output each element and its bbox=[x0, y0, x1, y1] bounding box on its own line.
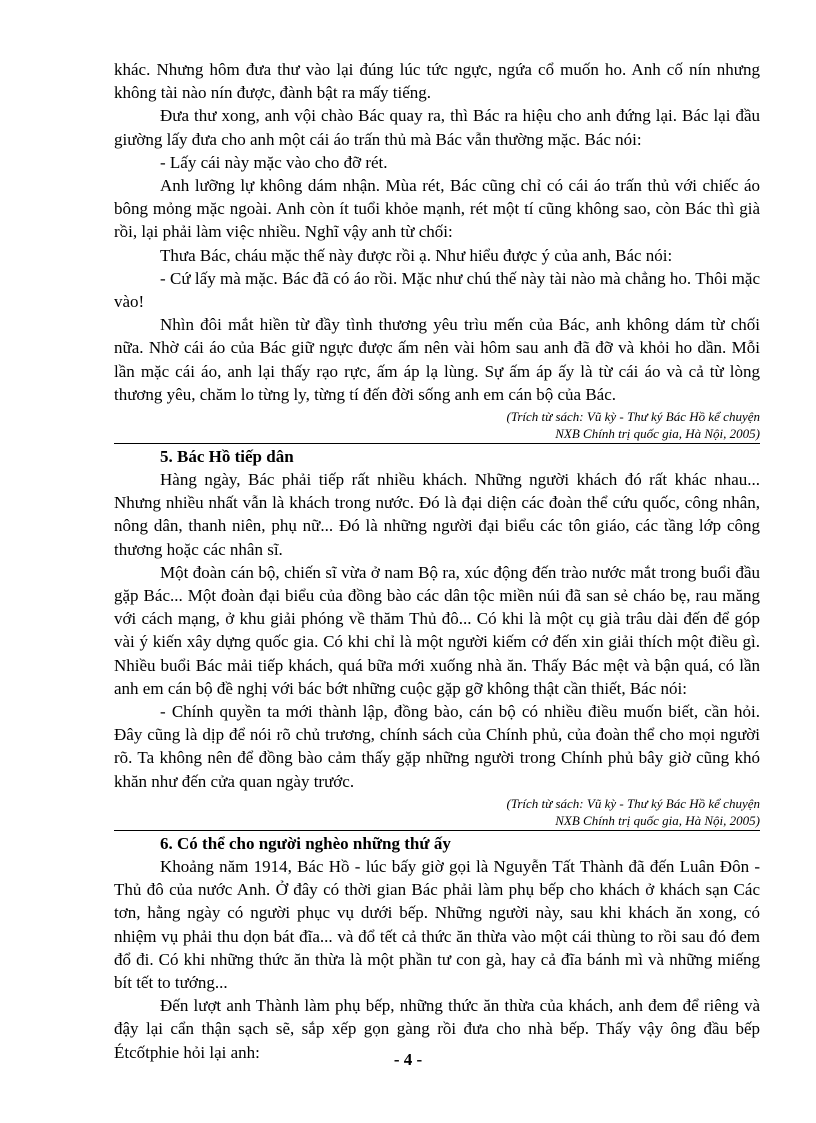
source-citation bbox=[114, 795, 760, 829]
source-line-1: (Trích từ sách: Vũ kỳ - Thư ký Bác Hồ kể chuyện bbox=[506, 409, 760, 425]
source-line-2: NXB Chính trị quốc gia, Hà Nội, 2005) bbox=[555, 426, 760, 442]
paragraph: khác. Nhưng hôm đưa thư vào lại đúng lúc tức ngực, ngứa cổ muốn ho. Anh cố nín nhưng không tài nào nín được, đành bật ra mấy tiếng. bbox=[114, 60, 760, 103]
quote-line: - Cứ lấy mà mặc. Bác đã có áo rồi. Mặc như chú thế này tài nào mà chẳng ho. Thôi mặc vào! bbox=[114, 268, 760, 312]
story-title: 6. Có thể cho người nghèo những thứ ấy bbox=[160, 833, 451, 853]
paragraph: Đến lượt anh Thành làm phụ bếp, những thức ăn thừa của khách, anh đem để riêng và đậy lại cẩn thận sạch sẽ, sắp xếp gọn gàng rồi đưa cho nhà bếp. Thấy vậy ông đầu bếp Étcốtphie hỏi lại anh: bbox=[114, 996, 760, 1062]
quote-line: - Chính quyền ta mới thành lập, đồng bào, cán bộ có nhiều điều muốn biết, cần hỏi. Đây cũng là dịp để nói rõ chủ trương, chính sách của Chính phủ, của đoàn thể cho mọi người rõ. Ta không nên để đồng bào cảm thấy gặp những người trong Chính phủ bây giờ cũng khó khăn như đến cửa quan ngày trước. bbox=[114, 702, 760, 791]
story-6 bbox=[114, 832, 760, 1064]
paragraph: Nhìn đôi mắt hiền từ đầy tình thương yêu trìu mến của Bác, anh không dám từ chối nữa. Nhờ cái áo của Bác giữ ngực được ấm nên vài hôm sau anh đã đỡ và khỏi ho dần. Mỗi lần mặc cái áo, anh lại thấy rạo rực, ấm áp lạ lùng. Sự ấm áp ấy là từ cái áo và cả từ lòng thương yêu, chăm lo từng ly, từng tí đến đời sống anh em cán bộ của Bác. bbox=[114, 315, 760, 404]
paragraph: Đưa thư xong, anh vội chào Bác quay ra, thì Bác ra hiệu cho anh đứng lại. Bác lại đầu giường lấy đưa cho anh một cái áo trấn thủ mà Bác vẫn thường mặc. Bác nói: bbox=[114, 106, 760, 149]
story-4-continued bbox=[114, 58, 760, 442]
paragraph: Thưa Bác, cháu mặc thế này được rồi ạ. Như hiểu được ý của anh, Bác nói: bbox=[160, 245, 673, 265]
story-5 bbox=[114, 445, 760, 829]
paragraph: Khoảng năm 1914, Bác Hồ - lúc bấy giờ gọi là Nguyễn Tất Thành đã đến Luân Đôn - Thủ đô của nước Anh. Ở đây có thời gian Bác phải làm phụ bếp cho khách ở khách sạn Các tơn, hằng ngày có người phục vụ dưới bếp. Những người này, sau khi khách ăn xong, có nhiệm vụ phải thu dọn bát đĩa... và đổ tết cả thức ăn thừa vào một cái thùng to rồi sau đó đem đổ đi. Có khi những thức ăn thừa là một phần tư con gà, hay cả đĩa bánh mì và những miếng bít tết to tướng... bbox=[114, 856, 760, 992]
source-line-2: NXB Chính trị quốc gia, Hà Nội, 2005) bbox=[555, 812, 760, 828]
paragraph: Hàng ngày, Bác phải tiếp rất nhiều khách. Những người khách đó rất khác nhau... Nhưng nhiều nhất vẫn là khách trong nước. Đó là đại diện các đoàn thể cứu quốc, công nhân, nông dân, thanh niên, phụ nữ... Đó là những người đại biểu các tôn giáo, các tầng lớp công thương hoặc các nhân sĩ. bbox=[114, 470, 760, 559]
paragraph: Anh lưỡng lự không dám nhận. Mùa rét, Bác cũng chỉ có cái áo trấn thủ với chiếc áo bông mỏng mặc ngoài. Anh còn ít tuổi khỏe mạnh, rét một tí cũng không sao, còn Bác thì già rồi, lại phải làm việc nhiều. Nghĩ vậy anh từ chối: bbox=[114, 176, 760, 242]
document-page bbox=[114, 58, 760, 1064]
paragraph: Một đoàn cán bộ, chiến sĩ vừa ở nam Bộ ra, xúc động đến trào nước mắt trong buổi đầu gặp Bác... Một đoàn đại biểu của đồng bào các dân tộc miền núi đã san sẻ cháo bẹ, rau măng với cách mạng, ở khu giải phóng về thăm Thủ đô... Có khi là một cụ già trâu dài đến để góp vài ý kiến xây dựng quốc gia. Có khi chỉ là một người kiếm cớ đến xin giải thích một điều gì. Nhiều buổi Bác mải tiếp khách, quá bữa mới xuống nhà ăn. Thấy Bác mệt và bận quá, có lần anh em cán bộ đề nghị với bác bớt những cuộc gặp gỡ không thật cần thiết, Bác nói: bbox=[114, 562, 760, 698]
page-number: - 4 - bbox=[393, 1050, 423, 1069]
quote-line: - Lấy cái này mặc vào cho đỡ rét. bbox=[160, 152, 388, 172]
story-title: 5. Bác Hồ tiếp dân bbox=[160, 447, 294, 467]
section-divider bbox=[114, 830, 760, 831]
source-line-1: (Trích từ sách: Vũ kỳ - Thư ký Bác Hồ kể chuyện bbox=[506, 795, 760, 811]
source-citation bbox=[114, 408, 760, 442]
section-divider bbox=[114, 443, 760, 444]
